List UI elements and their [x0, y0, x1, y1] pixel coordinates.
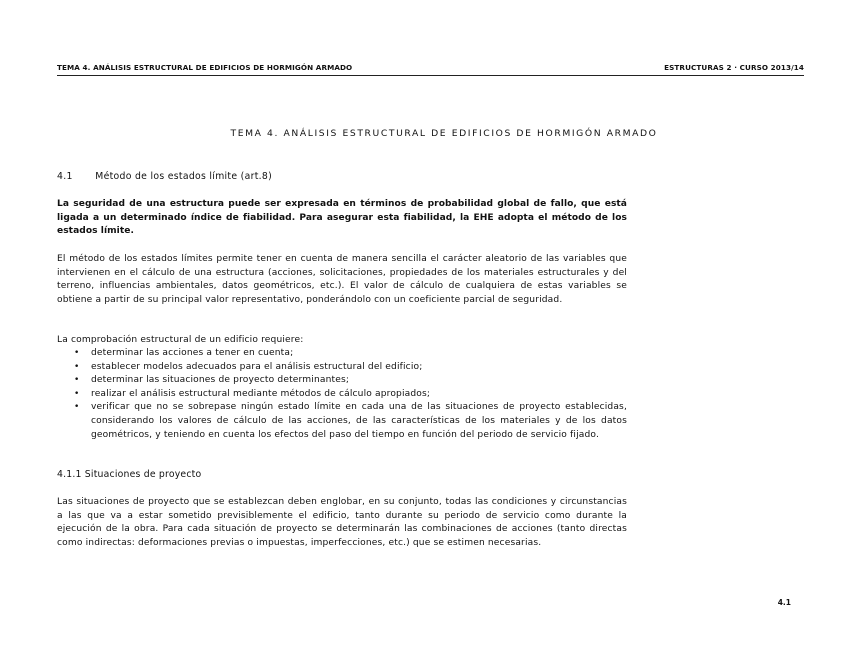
- requirements-intro: La comprobación estructural de un edificio requiere:: [57, 335, 304, 345]
- bullet-icon: •: [74, 402, 80, 413]
- page-title: TEMA 4. ANÁLISIS ESTRUCTURAL DE EDIFICIOS DE HORMIGÓN ARMADO: [230, 128, 658, 139]
- page-number: 4.1: [777, 598, 791, 607]
- subsection-heading: 4.1.1 Situaciones de proyecto: [57, 469, 202, 480]
- list-item: • determinar las acciones a tener en cuenta;: [57, 347, 627, 361]
- bullet-icon: •: [74, 388, 80, 399]
- bullet-icon: •: [74, 348, 80, 358]
- situations-paragraph: Las situaciones de proyecto que se establezcan deben englobar, en su conjunto, todas las condiciones y circunstancias a las que va a estar sometido previsiblemente el edificio, tanto durante su periodo de servicio como durante la ejecución de la obra. Para cada situación de proyecto se determinarán las combinaciones de acciones (tanto directas como indirectas: deformaciones previas o impuestas, imperfecciones, etc.) que se estimen necesarias.: [57, 497, 627, 548]
- intro-paragraph: La seguridad de una estructura puede ser expresada en términos de probabilidad global de fallo, que está ligada a un determinado índice de fiabilidad. Para asegurar esta fiabilidad, la EHE adopta el método de los estados límite.: [57, 199, 627, 237]
- running-header: [57, 63, 804, 76]
- method-paragraph: El método de los estados límites permite tener en cuenta de manera sencilla el carácter aleatorio de las variables que intervienen en el cálculo de una estructura (acciones, solicitaciones, propiedades de los materiales estructurales y del terreno, influencias ambientales, datos geométricos, etc.). El valor de cálculo de cualquiera de estas variables se obtiene a partir de su principal valor representativo, ponderándolo con un coeficiente parcial de seguridad.: [57, 254, 627, 305]
- requirements-list: [57, 347, 627, 442]
- bullet-icon: •: [74, 361, 80, 372]
- section-title: Método de los estados límite (art.8): [95, 171, 273, 182]
- list-item: • verificar que no se sobrepase ningún estado límite en cada una de las situaciones de proyecto establecidas, considerando los valores de cálculo de las acciones, de las características de los materiales y de los datos geométricos, y teniendo en cuenta los efectos del paso del tiempo en función del periodo de servicio fijado.: [74, 402, 627, 440]
- section-number: 4.1: [57, 171, 73, 182]
- list-item: • establecer modelos adecuados para el análisis estructural del edificio;: [57, 361, 627, 375]
- list-item: • realizar el análisis estructural mediante métodos de cálculo apropiados;: [57, 388, 627, 402]
- list-item: • determinar las situaciones de proyecto determinantes;: [57, 374, 627, 388]
- section-heading: [57, 171, 272, 182]
- bullet-icon: •: [74, 375, 80, 386]
- header-chapter-title: TEMA 4. ANÁLISIS ESTRUCTURAL DE EDIFICIOS DE HORMIGÓN ARMADO: [57, 63, 353, 72]
- header-course-info: ESTRUCTURAS 2 · CURSO 2013/14: [664, 63, 804, 72]
